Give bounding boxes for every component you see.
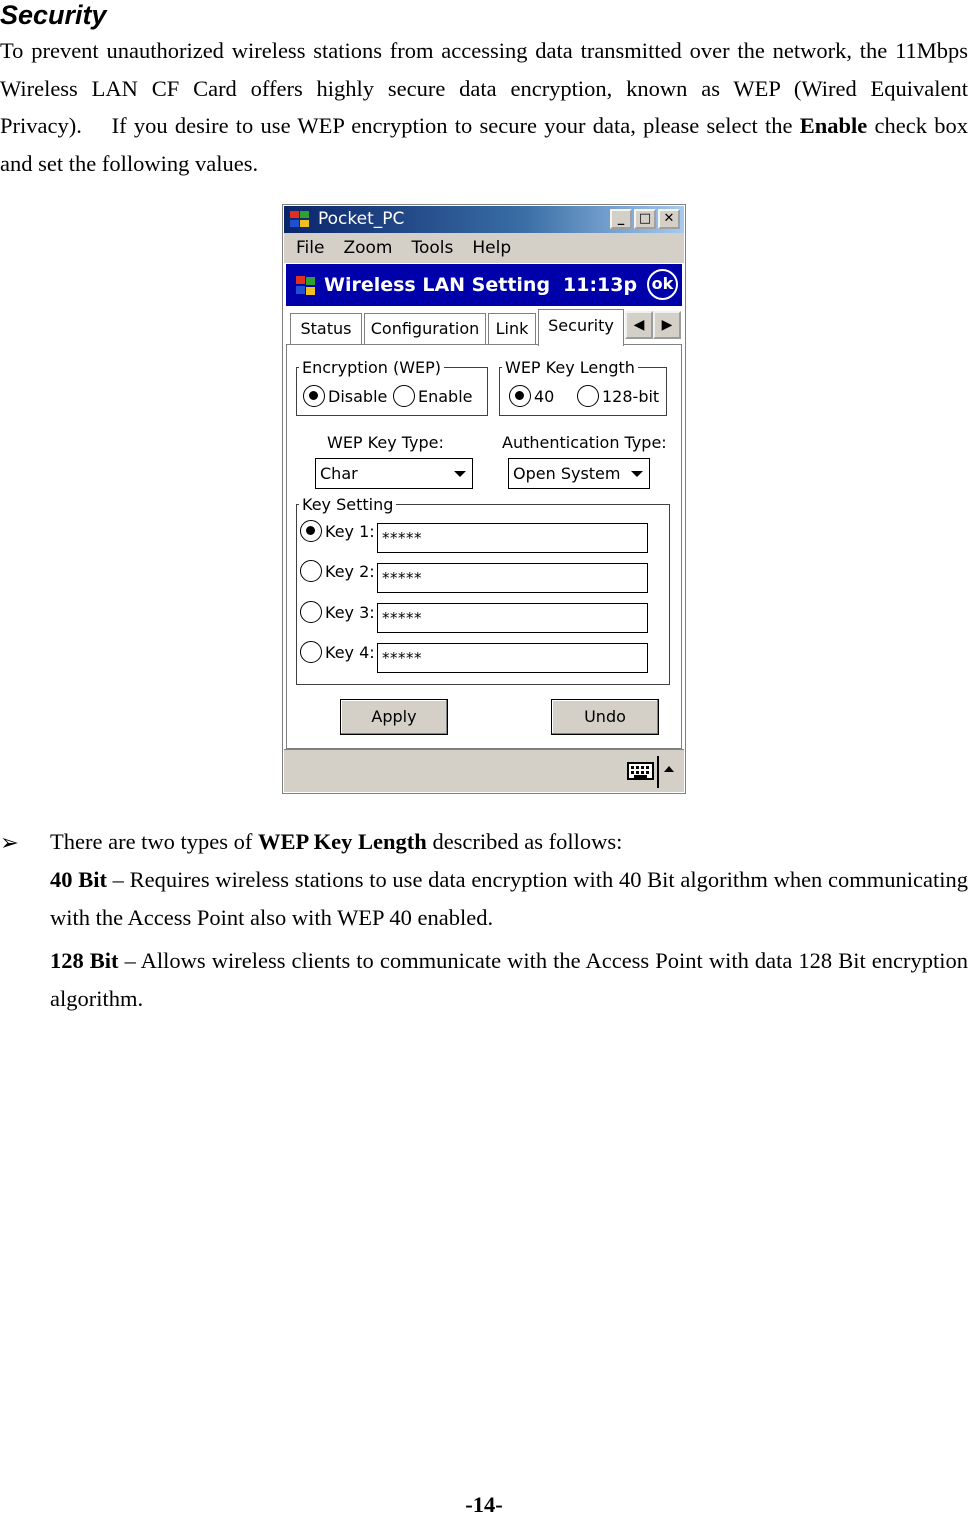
- radio-enable-circle[interactable]: [393, 385, 415, 407]
- section-heading: Security: [0, 0, 107, 30]
- bullet-intro: [50, 823, 968, 861]
- auth-type-label: Authentication Type:: [502, 433, 667, 452]
- menu-tools[interactable]: Tools: [411, 238, 454, 258]
- item-40-desc: – Requires wireless stations to use data encryption with 40 Bit algorithm when communicating with the Access Point also with WEP 40 enabled.: [50, 867, 968, 930]
- security-panel: [286, 344, 682, 749]
- radio-key-4[interactable]: [300, 641, 375, 663]
- intro-text: To prevent unauthorized wireless stations from accessing data transmitted over the network, the 11Mbps Wireless LAN CF Card offers highly secure data encryption, known as WEP (Wired Equivalent Privacy). If you desire to use WEP encryption to secure your data, please select the: [0, 38, 968, 138]
- key-4-label: Key 4:: [325, 642, 375, 662]
- item-40-bit: [50, 861, 968, 936]
- tab-strip: [286, 309, 682, 345]
- intro-text-end: check box and set the following values.: [0, 113, 968, 176]
- intro-bold-enable: Enable: [799, 113, 868, 138]
- minimize-button[interactable]: _: [610, 209, 632, 229]
- pocket-pc-window: [282, 204, 686, 794]
- tab-status[interactable]: Status: [290, 313, 362, 345]
- key-1-input[interactable]: *****: [377, 523, 648, 553]
- menu-help[interactable]: Help: [472, 238, 512, 258]
- item-128-desc: – Allows wireless clients to communicate with the Access Point with data 128 Bit encryption algorithm.: [50, 948, 968, 1011]
- windows-logo-icon: [290, 211, 310, 228]
- key-2-input[interactable]: *****: [377, 563, 648, 593]
- key-3-label: Key 3:: [325, 602, 375, 622]
- bullet-bold: WEP Key Length: [258, 829, 427, 854]
- bullet-text-end: described as follows:: [426, 829, 623, 854]
- key-4-input[interactable]: *****: [377, 643, 648, 673]
- radio-40-circle[interactable]: [509, 385, 531, 407]
- tab-scroll-arrows: [625, 311, 681, 339]
- radio-40-bit[interactable]: [509, 385, 554, 407]
- clock[interactable]: 11:13p: [563, 274, 638, 296]
- key-length-legend: WEP Key Length: [505, 358, 635, 377]
- keyboard-icon[interactable]: [627, 762, 654, 780]
- auth-type-select[interactable]: [508, 458, 650, 489]
- tab-security[interactable]: Security: [538, 309, 624, 346]
- apply-button[interactable]: Apply: [340, 699, 448, 735]
- bullet-text: There are two types of: [50, 829, 259, 854]
- radio-enable[interactable]: [393, 385, 473, 407]
- radio-key-1-circle[interactable]: [300, 520, 322, 542]
- tab-configuration[interactable]: Configuration: [364, 313, 486, 345]
- radio-enable-label: Enable: [418, 386, 473, 406]
- window-title: Pocket_PC: [318, 209, 405, 229]
- radio-disable[interactable]: [303, 385, 387, 407]
- radio-disable-circle[interactable]: [303, 385, 325, 407]
- item-128-title: 128 Bit: [50, 948, 119, 973]
- page-number: -14-: [465, 1492, 503, 1517]
- chevron-down-icon[interactable]: [454, 471, 466, 477]
- radio-128-label: 128-bit: [602, 386, 660, 406]
- item-40-title: 40 Bit: [50, 867, 107, 892]
- key-type-label: WEP Key Type:: [327, 433, 444, 452]
- tab-link[interactable]: Link: [488, 313, 536, 345]
- radio-key-1[interactable]: [300, 520, 375, 542]
- radio-128-bit[interactable]: [577, 385, 659, 407]
- radio-key-3[interactable]: [300, 601, 375, 623]
- menu-zoom[interactable]: Zoom: [343, 238, 393, 258]
- app-title-bar: [286, 264, 682, 306]
- key-1-label: Key 1:: [325, 521, 375, 541]
- taskbar: [284, 749, 684, 792]
- intro-paragraph: [0, 32, 968, 182]
- close-button[interactable]: ✕: [658, 209, 680, 229]
- tab-scroll-right-icon[interactable]: ▶: [653, 311, 681, 339]
- tab-scroll-left-icon[interactable]: ◀: [625, 311, 653, 339]
- key-3-input[interactable]: *****: [377, 603, 648, 633]
- menu-file[interactable]: File: [296, 238, 325, 258]
- auth-type-value: Open System: [513, 464, 621, 483]
- key-setting-legend: Key Setting: [302, 495, 394, 514]
- menu-bar: [284, 233, 684, 263]
- encryption-legend: Encryption (WEP): [302, 358, 442, 377]
- item-128-bit: [50, 942, 968, 1017]
- maximize-button[interactable]: □: [634, 209, 656, 229]
- taskbar-separator: [657, 756, 659, 788]
- chevron-down-icon[interactable]: [631, 471, 643, 477]
- window-controls: [608, 209, 680, 229]
- radio-key-3-circle[interactable]: [300, 601, 322, 623]
- window-title-bar: [284, 206, 684, 233]
- app-title: Wireless LAN Setting: [324, 274, 551, 296]
- radio-key-2-circle[interactable]: [300, 560, 322, 582]
- key-type-value: Char: [320, 464, 358, 483]
- ok-button[interactable]: ok: [647, 269, 678, 300]
- radio-disable-label: Disable: [328, 386, 388, 406]
- radio-key-2[interactable]: [300, 560, 375, 582]
- key-type-select[interactable]: [315, 458, 473, 489]
- key-2-label: Key 2:: [325, 561, 375, 581]
- radio-128-circle[interactable]: [577, 385, 599, 407]
- undo-button[interactable]: Undo: [551, 699, 659, 735]
- radio-40-label: 40: [534, 386, 555, 406]
- chevron-up-icon[interactable]: [664, 766, 674, 772]
- bullet-arrow-icon: ➢: [0, 830, 19, 856]
- radio-key-4-circle[interactable]: [300, 641, 322, 663]
- windows-flag-icon[interactable]: [296, 276, 316, 295]
